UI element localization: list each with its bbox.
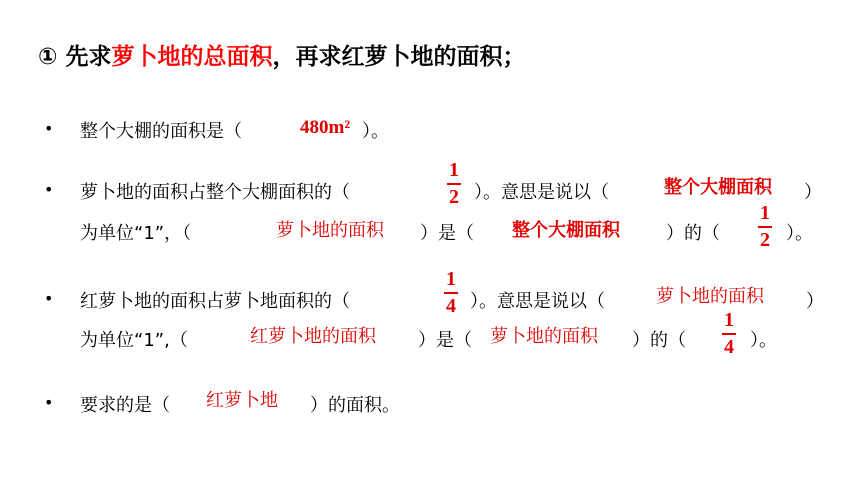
heading-part2: ，再求红萝卜地的面积； (272, 44, 526, 70)
fraction-bar (722, 333, 736, 335)
line2-row2-end: ）。 (786, 223, 813, 244)
line2-answer-part: 萝卜地的面积 (276, 220, 384, 241)
fraction-bar (444, 292, 458, 294)
line3-row1-before: 红萝卜地的面积占萝卜地面积的（ (80, 291, 350, 312)
line4-text-before: 要求的是（ (80, 395, 170, 416)
line2-answer-whole: 整个大棚面积 (512, 220, 620, 241)
line3-row2-mid: ）是（ (418, 330, 472, 351)
line3-answer-part: 红萝卜地的面积 (250, 326, 376, 347)
line4-text-after: ）的面积。 (310, 395, 400, 416)
line3-row2-of: ）的（ (632, 330, 686, 351)
fraction-numerator: 1 (446, 268, 456, 290)
line2-fraction (443, 160, 465, 207)
line3-answer-unit: 萝卜地的面积 (656, 286, 764, 307)
heading-part1: 先求 (65, 44, 112, 70)
line3-fraction (440, 269, 462, 316)
fraction-bar (758, 226, 772, 228)
line1-text-after: ）。 (362, 121, 389, 142)
line2-answer-unit: 整个大棚面积 (664, 177, 772, 198)
line2-row1-before: 萝卜地的面积占整个大棚面积的（ (80, 182, 350, 203)
bullet-3: • (44, 289, 54, 308)
fraction-numerator: 1 (449, 159, 459, 181)
line3-row2-start: 为单位“1”,（ (80, 330, 188, 351)
line3-answer-whole: 萝卜地的面积 (490, 326, 598, 347)
fraction-denominator: 2 (760, 229, 770, 251)
line3-row1-mid: ）。意思是说以（ (470, 291, 605, 312)
line3-row1-close: ） (806, 291, 824, 312)
bullet-1: • (44, 119, 54, 138)
bullet-4: • (44, 393, 54, 412)
heading-highlight: 萝卜地的总面积 (111, 44, 273, 70)
bullet-2: • (44, 180, 54, 199)
fraction-numerator: 1 (724, 309, 734, 331)
circled-number: ① (38, 44, 58, 70)
line2-row1-mid: ）。意思是说以（ (474, 182, 609, 203)
line3-fraction2 (718, 310, 740, 357)
fraction-denominator: 4 (446, 295, 456, 317)
line2-row2-start: 为单位“1”，（ (80, 223, 192, 244)
fraction-denominator: 4 (724, 336, 734, 358)
line2-row1-close: ） (804, 182, 822, 203)
fraction-numerator: 1 (760, 202, 770, 224)
heading (38, 38, 526, 71)
line2-row2-of: ）的（ (666, 223, 720, 244)
line4-answer: 红萝卜地 (206, 390, 278, 411)
line3-row2-end: ）。 (750, 330, 777, 351)
line2-row2-mid: ）是（ (420, 223, 474, 244)
fraction-bar (447, 183, 461, 185)
line1-text-before: 整个大棚的面积是（ (80, 121, 242, 142)
fraction-denominator: 2 (449, 186, 459, 208)
line2-fraction2 (754, 203, 776, 250)
line1-answer: 480m² (300, 117, 351, 138)
